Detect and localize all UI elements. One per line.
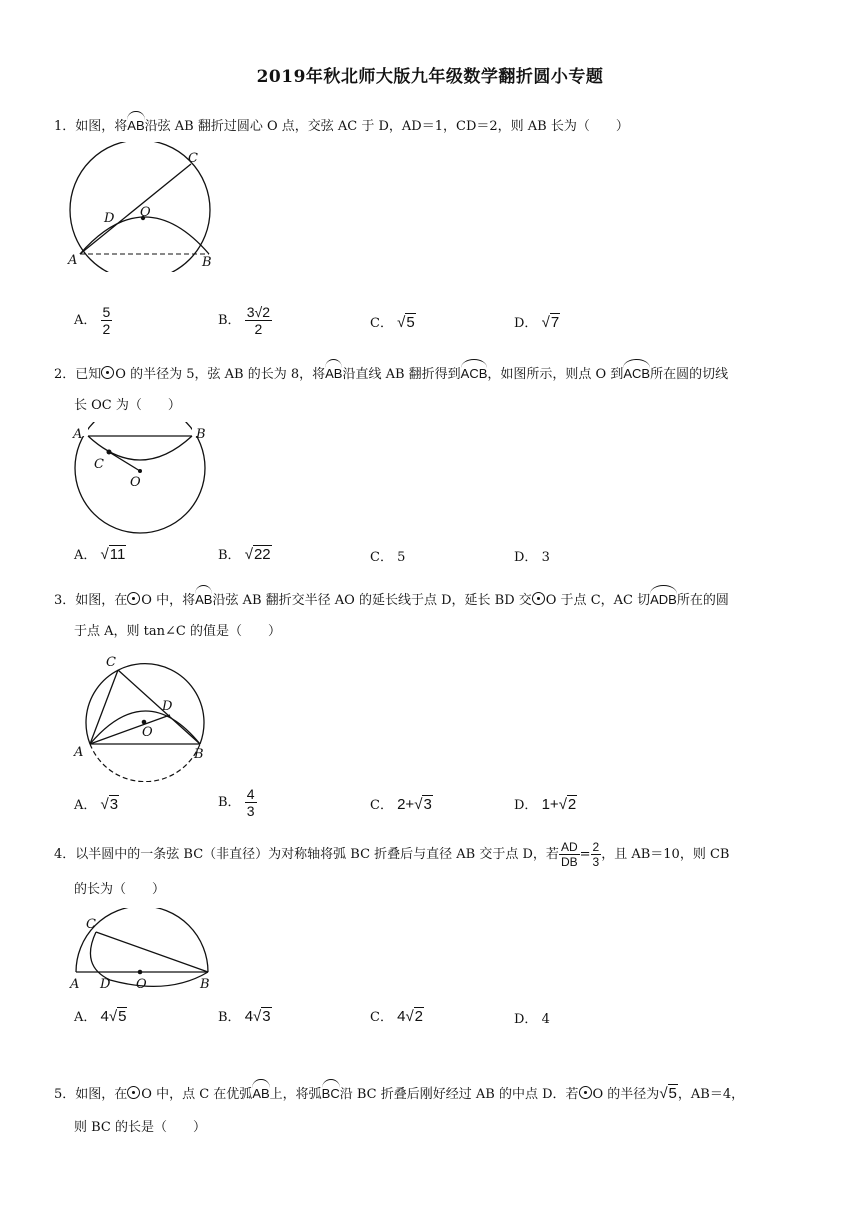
q2-option-d-text: 3 <box>541 550 550 565</box>
q2-label-a: A <box>73 427 83 442</box>
q2-option-c-text: 5 <box>397 550 406 565</box>
q4-value-num: 2 <box>592 840 600 854</box>
q3-label-o: O <box>142 725 153 740</box>
q1-label-d: D <box>104 211 115 226</box>
q3-option-a-rad: 3 <box>109 796 119 813</box>
q2-figure <box>64 422 214 544</box>
q3-text-1: 如图，在 <box>75 593 128 608</box>
q4-stem <box>54 840 729 869</box>
q4-option-d-letter: D． <box>514 1012 538 1027</box>
q3-option-a[interactable]: A． √3 <box>74 796 119 813</box>
q1-option-d-letter: D． <box>514 316 538 331</box>
q3-option-c[interactable]: C． 2+√3 <box>370 796 432 813</box>
circle-dot-icon <box>127 592 140 605</box>
q2-arc-ab: AB <box>325 360 342 384</box>
q4-option-c-coef: 4 <box>397 1008 406 1025</box>
q1-label-b: B <box>202 255 212 270</box>
q3-label-b: B <box>194 747 204 762</box>
q2-stem-line2: 长 OC 为（ ） <box>74 398 181 413</box>
q3-number: 3． <box>54 593 76 608</box>
q3-label-a: A <box>74 745 84 760</box>
q3-option-b-den: 3 <box>246 803 255 819</box>
q1-label-c: C <box>188 151 198 166</box>
q5-arc-bc: BC <box>322 1080 340 1104</box>
q4-ratio-num: AD <box>560 840 578 854</box>
q1-label-o: O <box>140 205 151 220</box>
q2-option-d-letter: D． <box>514 550 538 565</box>
q4-value-frac <box>591 840 602 869</box>
q4-label-b: B <box>200 977 210 992</box>
q3-text-4: O 于点 C，AC 切 <box>545 593 651 608</box>
q4-option-a-coef: 4 <box>100 1008 109 1025</box>
q5-text-5: O 的半径为 <box>592 1087 660 1102</box>
q2-text-2: O 的半径为 5，弦 AB 的长为 8，将 <box>115 367 326 382</box>
q2-option-b-letter: B． <box>218 548 241 563</box>
q2-option-c[interactable] <box>370 546 405 565</box>
q2-text-3: 沿直线 AB 翻折得到 <box>342 367 461 382</box>
q1-text-1: 如图，将 <box>75 119 128 134</box>
q5-arc-ab: AB <box>252 1080 269 1104</box>
q4-value-den: 3 <box>592 855 600 869</box>
q1-label-a: A <box>68 253 78 268</box>
q3-label-d: D <box>162 699 173 714</box>
q1-option-b-coef: 3 <box>246 304 255 320</box>
page-title: 2019年秋北师大版九年级数学翻折圆小专题 <box>256 67 604 87</box>
q4-option-a-rad: 5 <box>118 1008 127 1025</box>
q3-option-d-rad: 2 <box>567 796 577 813</box>
q4-ratio-den: DB <box>560 855 578 869</box>
q3-option-d-letter: D． <box>514 798 538 813</box>
q3-option-b-num: 4 <box>246 786 255 802</box>
q4-option-b-rad: 3 <box>262 1008 271 1025</box>
q3-arc-adb: ADB <box>650 586 677 610</box>
q4-option-c-rad: 2 <box>414 1008 424 1025</box>
q2-label-o: O <box>130 475 141 490</box>
q4-option-d[interactable] <box>514 1008 550 1027</box>
q1-option-d-rad: 7 <box>550 314 560 331</box>
q3-option-d-pre: 1+ <box>541 796 559 813</box>
q1-option-c[interactable]: C． √5 <box>370 314 415 331</box>
q4-label-a: A <box>70 977 80 992</box>
q4-stem-line2: 的长为（ ） <box>74 882 166 897</box>
q4-text-2: ，且 AB＝10，则 CB <box>601 847 730 862</box>
q1-number: 1． <box>54 119 76 134</box>
q1-text-2: 沿弦 AB 翻折过圆心 O 点，交弦 AC 于 D，AD＝1，CD＝2，则 AB 长为（ ） <box>144 119 629 134</box>
q3-option-a-letter: A． <box>74 798 97 813</box>
q2-option-a-letter: A． <box>74 548 97 563</box>
q2-label-b: B <box>196 427 206 442</box>
q4-ratio-frac <box>559 840 580 869</box>
q4-option-b[interactable]: B． 4√3 <box>218 1008 271 1025</box>
circle-dot-icon <box>127 1086 140 1099</box>
q3-text-3: 沿弦 AB 翻折交半径 AO 的延长线于点 D，延长 BD 交 <box>212 593 532 608</box>
q5-text-6: ，AB＝4， <box>677 1087 745 1102</box>
q2-option-c-letter: C． <box>370 550 393 565</box>
q2-arc-acb-2: ACB <box>623 360 650 384</box>
q2-option-a[interactable]: A． √11 <box>74 546 126 563</box>
q4-number: 4． <box>54 847 76 862</box>
q1-option-b-frac: $\frac{3√2}{2}$ <box>246 304 270 337</box>
q1-option-b-letter: B． <box>218 313 241 328</box>
q4-option-c[interactable]: C． 4√2 <box>370 1008 424 1025</box>
q1-option-c-letter: C． <box>370 316 393 331</box>
q3-arc-ab: AB <box>195 586 212 610</box>
q2-text-1: 已知 <box>75 367 102 382</box>
q1-option-b-den: 2 <box>254 321 263 337</box>
q4-label-c: C <box>86 917 96 932</box>
q3-figure <box>66 650 216 782</box>
q2-option-b[interactable]: B． √22 <box>218 546 271 563</box>
q4-option-b-coef: 4 <box>244 1008 254 1025</box>
q1-arc-ab: AB <box>127 112 144 136</box>
q1-option-a-num: 5 <box>102 304 111 320</box>
q1-option-a-den: 2 <box>102 321 111 337</box>
circle-dot-icon <box>532 592 545 605</box>
q2-label-c: C <box>94 457 104 472</box>
q1-option-a-frac <box>101 304 113 337</box>
q5-text-4: 沿 BC 折叠后刚好经过 AB 的中点 D．若 <box>339 1087 579 1102</box>
q1-option-b[interactable] <box>218 304 272 337</box>
q5-text-3: 上，将弧 <box>269 1087 322 1102</box>
q4-option-c-letter: C． <box>370 1010 393 1025</box>
q4-option-a-letter: A． <box>74 1010 97 1025</box>
q4-option-a[interactable]: A． 4√5 <box>74 1008 127 1025</box>
q1-option-a-letter: A． <box>74 313 97 328</box>
q2-option-d[interactable] <box>514 546 550 565</box>
q3-option-b-frac <box>245 786 257 819</box>
q2-arc-acb: ACB <box>461 360 488 384</box>
q4-equals: = <box>579 847 591 862</box>
q5-radius-rad: 5 <box>668 1085 677 1102</box>
q3-option-d[interactable]: D． 1+√2 <box>514 796 577 813</box>
q3-label-c: C <box>106 655 116 670</box>
q1-option-d[interactable]: D． √7 <box>514 314 560 331</box>
q4-option-b-letter: B． <box>218 1010 241 1025</box>
q2-option-b-rad: 22 <box>253 546 271 563</box>
q5-number: 5． <box>54 1087 76 1102</box>
q2-text-5: 所在圆的切线 <box>650 367 729 382</box>
circle-dot-icon <box>101 366 114 379</box>
q3-option-c-letter: C． <box>370 798 393 813</box>
q3-stem <box>54 586 729 611</box>
q1-option-c-rad: 5 <box>406 314 415 331</box>
q1-option-b-rad: 2 <box>262 304 270 320</box>
q1-option-a[interactable] <box>74 304 112 337</box>
q4-label-o: O <box>136 977 147 992</box>
circle-dot-icon <box>579 1086 592 1099</box>
q4-text-1: 以半圆中的一条弦 BC（非直径）为对称轴将弧 BC 折叠后与直径 AB 交于点 D，若 <box>75 847 559 862</box>
q3-option-b-letter: B． <box>218 795 241 810</box>
q3-text-5: 所在的圆 <box>676 593 729 608</box>
q2-option-a-rad: 11 <box>109 546 126 563</box>
q5-stem-line2: 则 BC 的长是（ ） <box>74 1120 207 1135</box>
q3-option-b[interactable] <box>218 786 257 819</box>
q3-text-2: O 中，将 <box>141 593 196 608</box>
q2-text-4: ，如图所示，则点 O 到 <box>487 367 624 382</box>
q3-option-c-rad: 3 <box>423 796 432 813</box>
q5-text-2: O 中，点 C 在优弧 <box>141 1087 253 1102</box>
q4-option-d-text: 4 <box>541 1012 550 1027</box>
q5-stem: 5．如图，在 O 中，点 C 在优弧AB上，将弧BC沿 BC 折叠后刚好经过 AB 的中点 D．若 O 的半径为√5，AB＝4， <box>54 1080 744 1105</box>
q1-stem <box>54 112 629 137</box>
q3-stem-line2: 于点 A，则 tan∠C 的值是（ ） <box>74 624 281 639</box>
q4-figure <box>66 908 226 996</box>
q2-number: 2． <box>54 367 76 382</box>
q5-text-1: 如图，在 <box>75 1087 128 1102</box>
q2-stem <box>54 360 728 385</box>
q3-option-c-pre: 2+ <box>397 796 415 813</box>
q4-label-d: D <box>100 977 111 992</box>
q1-figure <box>60 142 235 272</box>
